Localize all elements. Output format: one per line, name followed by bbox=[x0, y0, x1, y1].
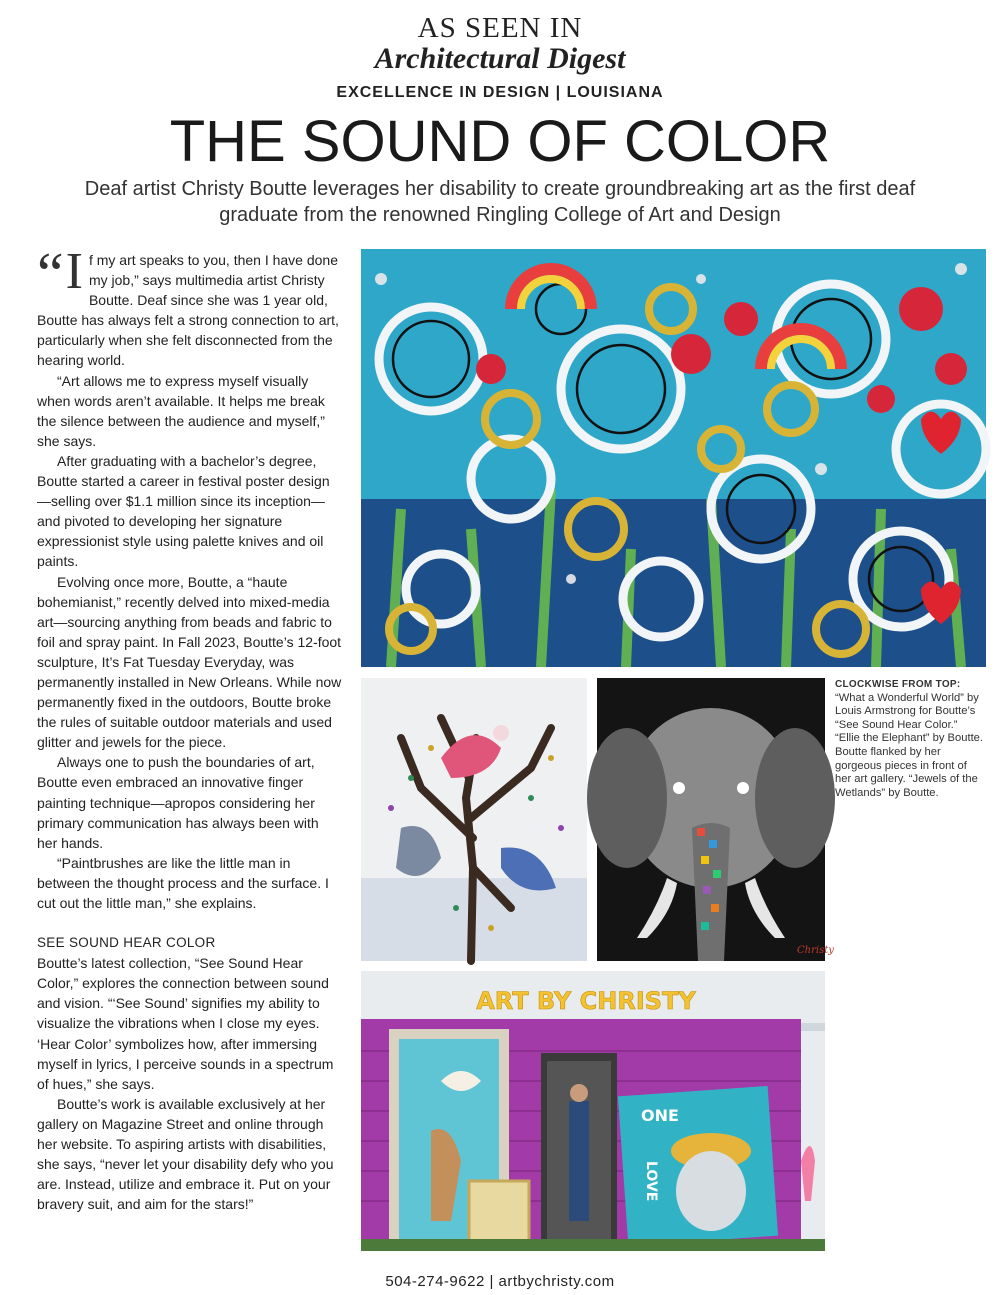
birds-tree-painting bbox=[361, 678, 587, 961]
caption-text: “What a Wonderful World” by Louis Armstrong for Boutte’s “See Sound Hear Color.” “Ellie the Elephant” by Boutte. Boutte flanked by her gorgeous pieces in front of her art gallery. “Jewels of the Wetlands” by Boutte. bbox=[835, 691, 984, 799]
paragraph-4: Evolving once more, Boutte, a “haute bohemianist,” recently delved into mixed-media art—sourcing anything from beads and fabric to foil and spray paint. In Fall 2023, Boutte’s 12-foot sculpture, It’s Fat Tuesday Everyday, was permanently installed in New Orleans. While now permanently fixed in the outdoors, Boutte broke the rules of suitable outdoor materials and used glitter and jewels for the piece. bbox=[37, 573, 342, 751]
gallery-sign: ART BY CHRISTY bbox=[476, 987, 696, 1015]
subheading: SEE SOUND HEAR COLOR bbox=[37, 935, 216, 951]
storefront-illustration bbox=[361, 971, 825, 1251]
paragraph-6: “Paintbrushes are like the little man in between the thought process and the surface. I cut out the little man,” she explains. bbox=[37, 854, 329, 911]
footer-contact: 504-274-9622 | artbychristy.com bbox=[385, 1273, 615, 1290]
caption-heading: CLOCKWISE FROM TOP: bbox=[835, 679, 961, 690]
paragraph-1-text: f my art speaks to you, then I have done my job,” says multimedia artist Christy Boutte. Deaf since she was 1 year old, Boutte has always felt a strong connection to art, particularly when she felt disconnected from the hearing world. bbox=[37, 252, 339, 369]
paragraph-8: Boutte’s work is available exclusively at her gallery on Magazine Street and online through her website. To aspiring artists with disabilities, she says, “never let your disability defy who you are. Instead, utilize and embrace it. Put on your bravery suit, and aim for the stars!” bbox=[37, 1095, 334, 1213]
paragraph-2: “Art allows me to express myself visually when words aren’t available. It helps me break the silence between the audience and myself,” she says. bbox=[37, 372, 325, 449]
drop-quote: “ bbox=[37, 241, 64, 307]
painting-what-a-wonderful-world bbox=[361, 249, 986, 667]
photo-caption bbox=[835, 678, 985, 800]
publication-name: Architectural Digest bbox=[374, 42, 626, 75]
love-text: LOVE bbox=[643, 1161, 659, 1202]
as-seen-in-label: AS SEEN IN bbox=[417, 12, 583, 44]
section-kicker: EXCELLENCE IN DESIGN | LOUISIANA bbox=[336, 84, 664, 101]
drop-cap: I bbox=[65, 243, 83, 300]
paragraph-7: Boutte’s latest collection, “See Sound Hear Color,” explores the connection between sound and vision. “‘See Sound’ signifies my ability to visualize the vibrations when I close my eyes. ‘Hear Color’ symbolizes how, after immersing myself in lyrics, I perceive sounds in a spectrum of hues,” she says. bbox=[37, 955, 334, 1092]
elephant-painting bbox=[597, 678, 834, 961]
one-text: ONE bbox=[641, 1106, 679, 1125]
page-title: THE SOUND OF COLOR bbox=[169, 109, 831, 174]
paragraph-3: After graduating with a bachelor’s degree, Boutte started a career in festival poster design—selling over $1.1 million since its inception—and pivoted to developing her signature expressionist style using palette knives and oil paints. bbox=[37, 452, 330, 570]
paragraph-1 bbox=[37, 241, 342, 371]
photo-gallery-storefront bbox=[361, 971, 825, 1251]
paragraph-5: Always one to push the boundaries of art, Boutte even embraced an innovative finger painting technique—apropos considering her primary communication has always been with her hands. bbox=[37, 754, 319, 851]
elephant-signature: Christy bbox=[797, 945, 834, 956]
abstract-circles-painting bbox=[361, 249, 986, 667]
painting-jewels-of-the-wetlands bbox=[361, 678, 587, 961]
article-body bbox=[37, 241, 342, 1214]
article-deck: Deaf artist Christy Boutte leverages her disability to create groundbreaking art as the first deaf graduate from the renowned Ringling College of Art and Design bbox=[84, 178, 916, 226]
painting-ellie-the-elephant bbox=[597, 678, 834, 961]
